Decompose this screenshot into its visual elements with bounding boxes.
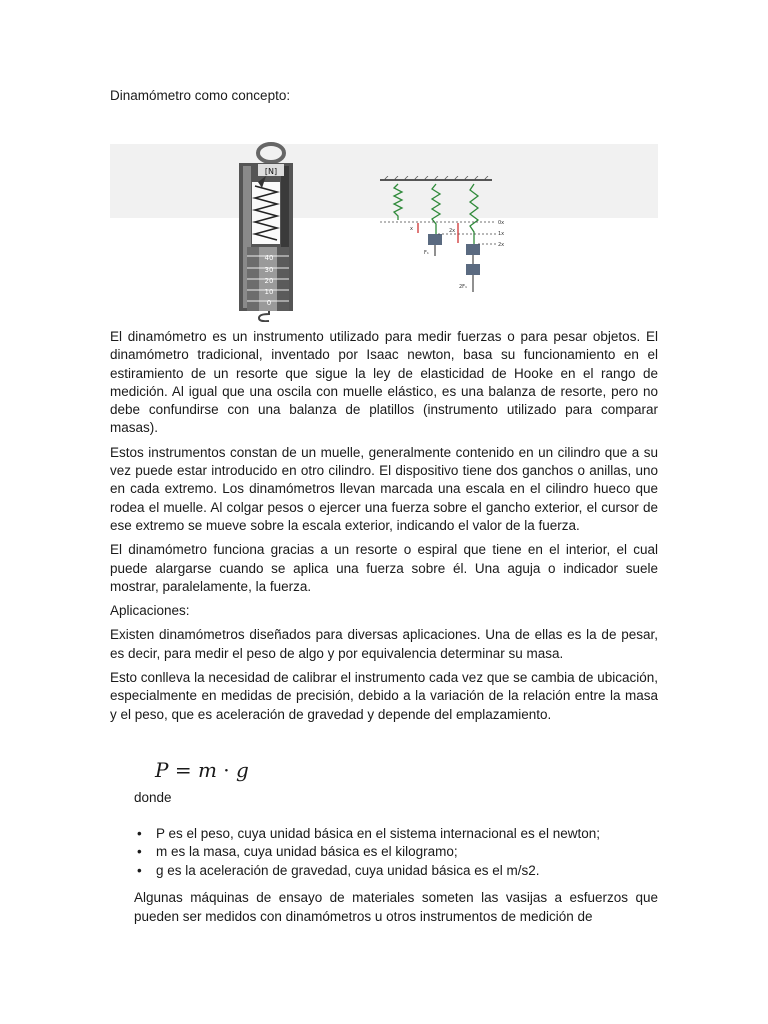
list-item [134, 843, 658, 861]
formula-mass-symbol: m [197, 758, 217, 782]
paragraph: El dinamómetro es un instrumento utilizado para medir fuerzas o para pesar objetos. El dinamómetro tradicional, inventado por Isaac newton, basa su funcionamiento en el estiramiento de un resorte que sigue la ley de elasticidad de Hooke en el rango de medición. Al igual que una oscila con muelle elástico, es una balanza de resorte, pero no debe confundirse con una balanza de platillos (instrumento utilizado para comparar masas). [110, 329, 658, 436]
level-label: 2x [498, 242, 505, 248]
spring-load-two [470, 184, 478, 244]
bottom-hook [259, 311, 269, 321]
subheading-applications: Aplicaciones: [110, 603, 190, 619]
scale-tick-label: 30 [264, 266, 274, 274]
bullet-icon: • [137, 826, 142, 841]
dynamometer-illustration [225, 142, 315, 322]
list-item [134, 862, 658, 880]
formula-equals: = [174, 758, 192, 782]
level-label: 1x [498, 231, 505, 237]
spring-load-one [432, 184, 440, 234]
section-heading: Dinamómetro como concepto: [110, 88, 291, 103]
weight-block [428, 234, 442, 245]
closing-paragraph: Algunas máquinas de ensayo de materiales someten las vasijas a esfuerzos que pueden ser medidos con dinamómetros u otros instrumentos de medición de [134, 890, 658, 924]
list-item-text: g es la aceleración de gravedad, cuya unidad básica es el m/s2. [156, 862, 540, 878]
donde-label: donde [134, 790, 172, 805]
spring-unloaded [394, 184, 402, 220]
weight-block [466, 264, 480, 275]
bullet-icon: • [137, 862, 142, 878]
formula-dot: · [223, 758, 230, 782]
scale-tick-label: 40 [264, 254, 274, 262]
paragraph: Existen dinamómetros diseñados para diversas aplicaciones. Una de ellas es la de pesar, es decir, para medir el peso de algo y por equivalencia determinar su masa. [110, 627, 658, 661]
scale-tick-label: 0 [266, 299, 272, 307]
force-label: F₁ [424, 250, 429, 256]
extension-label: x [410, 226, 413, 232]
list-item-text: m es la masa, cuya unidad básica es el kilogramo; [156, 844, 458, 860]
bullet-icon: • [137, 844, 142, 860]
body-text [110, 328, 658, 730]
paragraph: Estos instrumentos constan de un muelle, generalmente contenido en un cilindro que a su vez puede estar introducido en otro cilindro. El dispositivo tiene dos ganchos o anillas, uno en cada extremo. Los dinamómetros llevan marcada una escala en el cilindro hueco que rodea el muelle. Al colgar pesos o ejercer una fuerza sobre el gancho exterior, el cursor de ese extremo se mueve sobre la escala exterior, indicando el valor de la fuerza. [110, 444, 658, 533]
extension-label: 2x [449, 228, 456, 234]
top-ring [258, 144, 284, 162]
weight-formula [155, 758, 249, 782]
formula-gravity-symbol: g [236, 758, 249, 782]
formula-weight-symbol: P [155, 758, 169, 782]
paragraph: El dinamómetro funciona gracias a un resorte o espiral que tiene en el interior, el cual puede alargarse cuando se aplica una fuerza sobre él. Una aguja o indicador suele mostrar, paralelamente, la fuerza. [110, 542, 658, 594]
force-label: 2F₁ [459, 284, 468, 290]
hooke-springs-diagram [378, 176, 514, 300]
scale-tick-label: 10 [264, 288, 274, 296]
list-item-text: P es el peso, cuya unidad básica en el sistema internacional es el newton; [156, 826, 601, 841]
list-item [134, 825, 658, 843]
definition-list [134, 825, 658, 880]
scale-unit-label: [N] [264, 167, 278, 176]
level-label: 0x [498, 220, 505, 226]
paragraph: Esto conlleva la necesidad de calibrar el instrumento cada vez que se cambia de ubicación, especialmente en medidas de precisión, debido a la variación de la relación entre la masa y el peso, que es aceleración de gravedad y depende del emplazamiento. [110, 670, 658, 722]
weight-block [466, 244, 480, 255]
scale-tick-label: 20 [264, 277, 274, 285]
